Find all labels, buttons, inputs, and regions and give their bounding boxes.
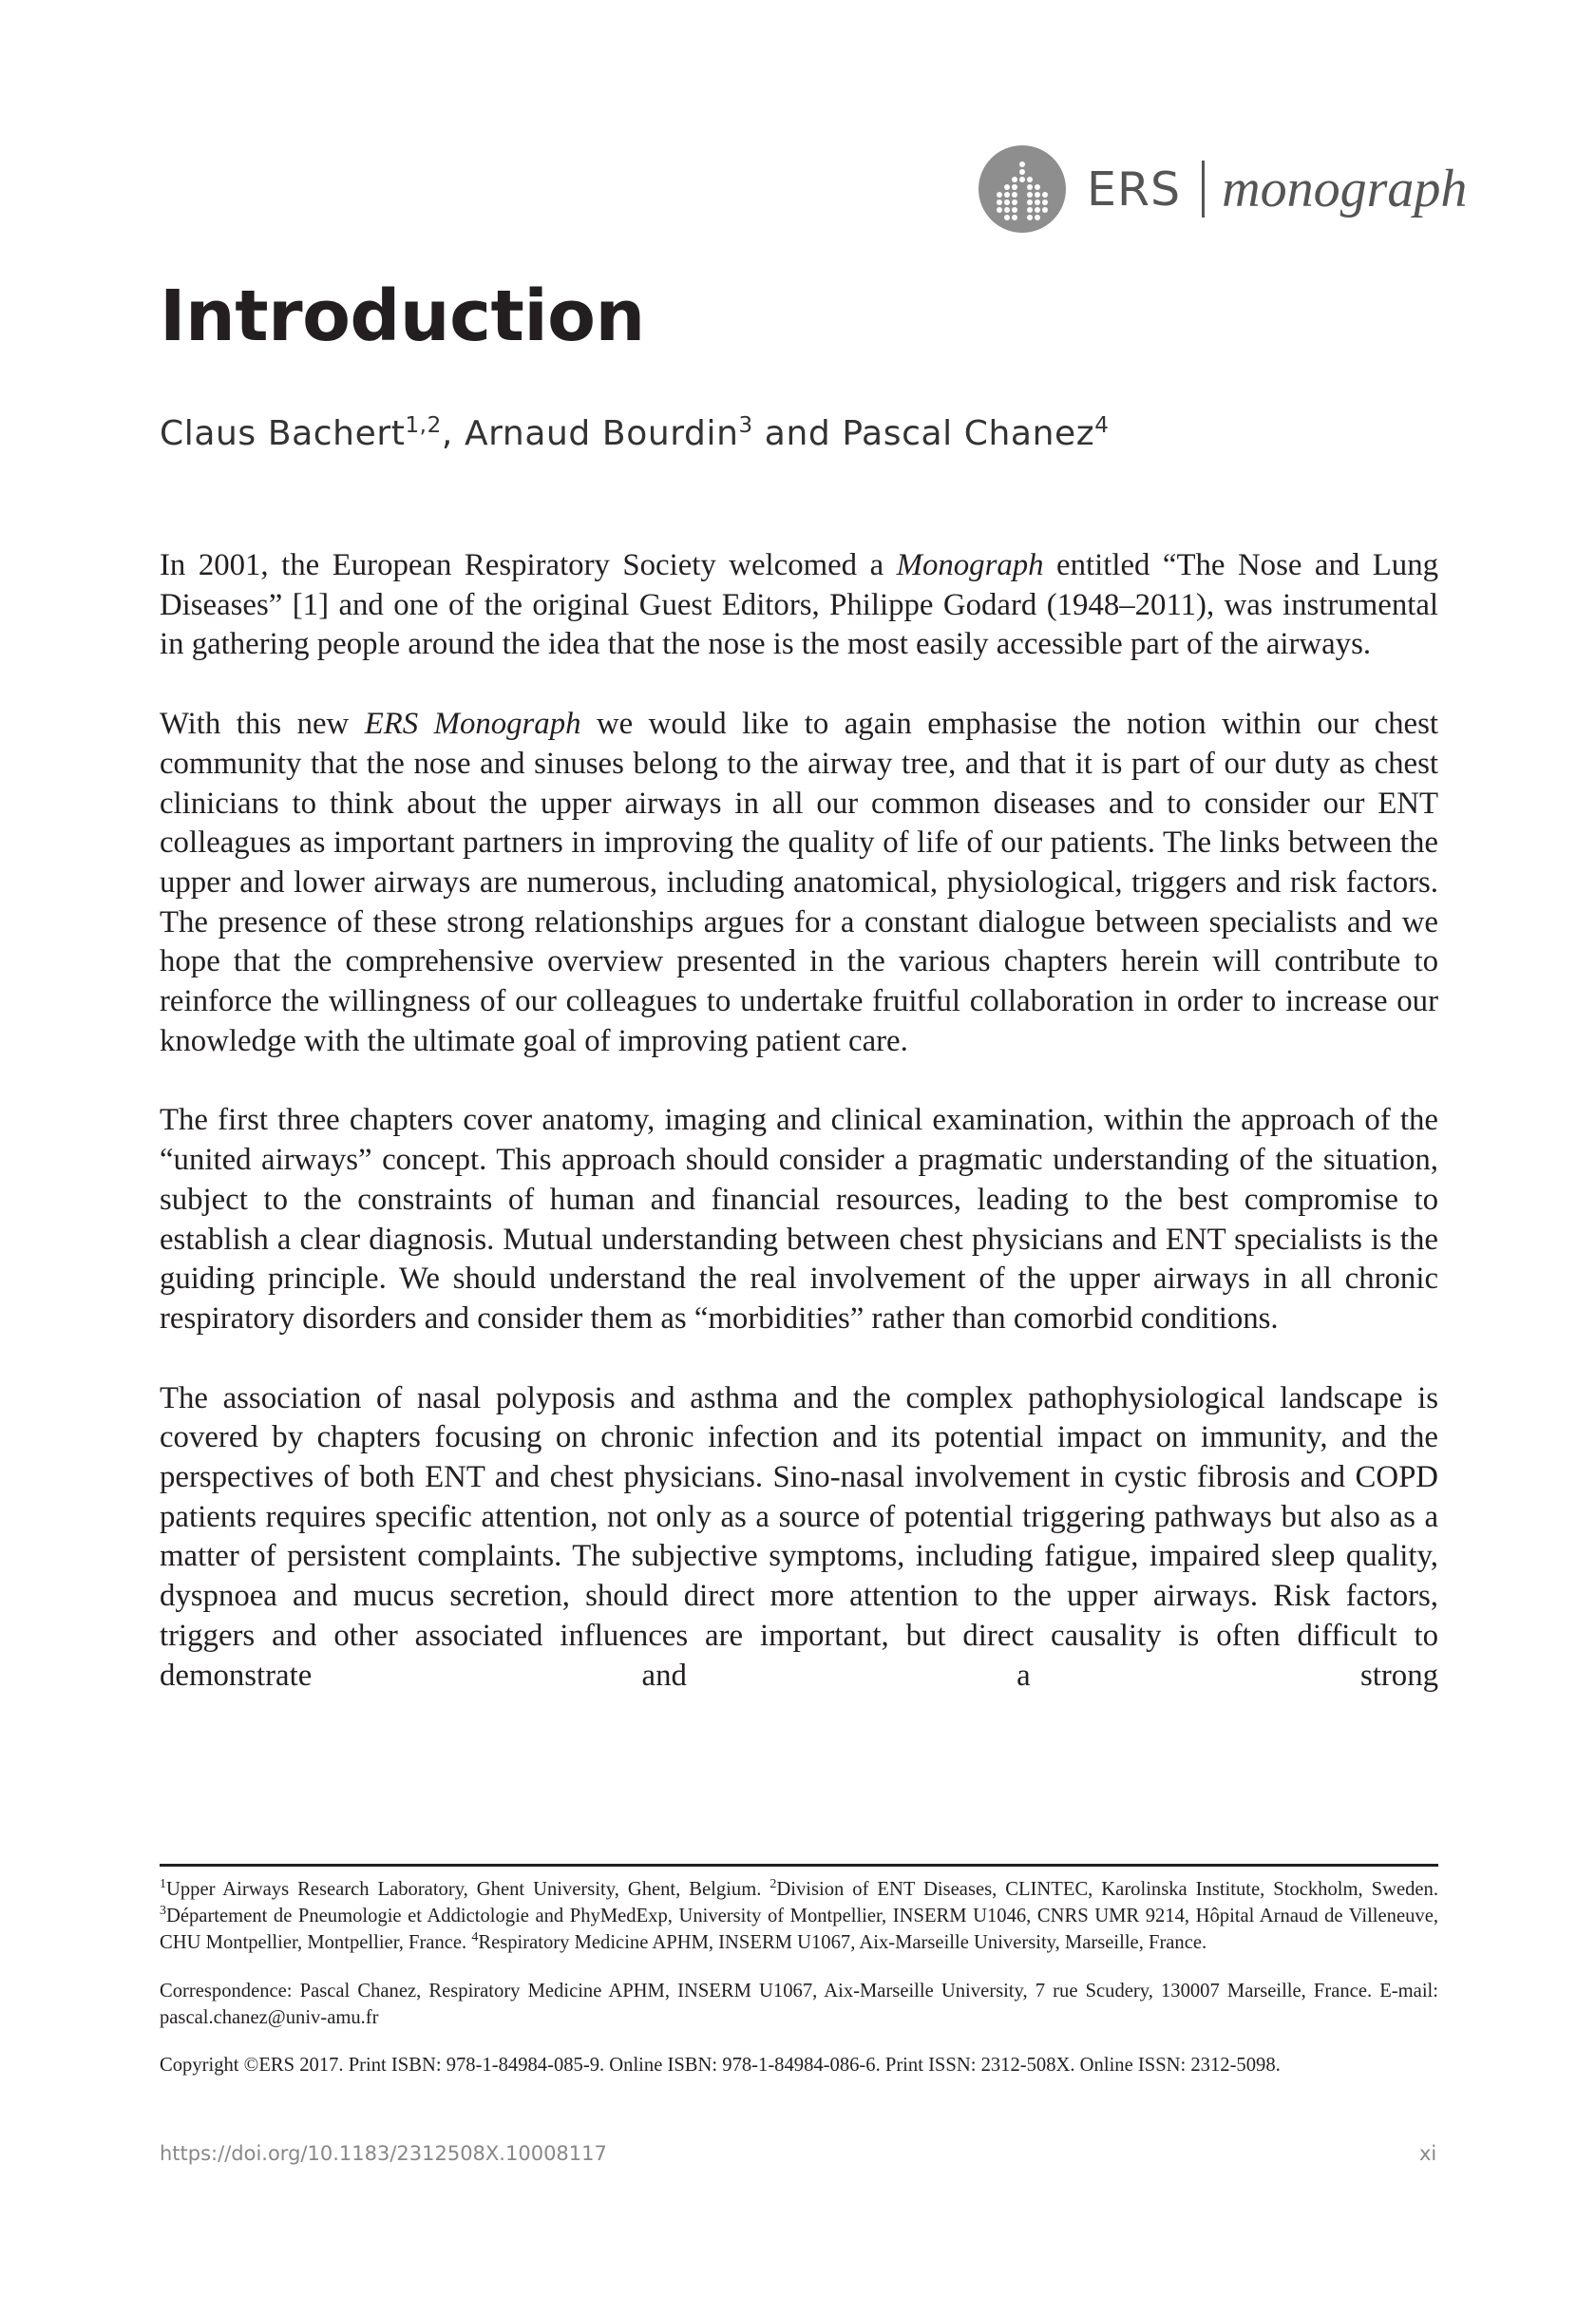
author-affiliation-mark: 3 bbox=[738, 413, 753, 438]
footnote-divider bbox=[160, 1864, 1438, 1867]
text-run: we would like to again emphasise the notion within our chest community that the nose and sinuses belong to the airway tree, and that it is part of our duty as chest clinicians to think about the upper airways in all our common diseases and to consider our ENT colleagues as important partners in improving the quality of life of our patients. The links between the upper and lower airways are numerous, including anatomical, physiological, triggers and risk factors. The presence of these strong relationships argues for a constant dialogue between specialists and we hope that the comprehensive overview presented in the various chapters herein will contribute to reinforce the willingness of our colleagues to undertake fruitful collaboration in order to increase our knowledge with the ultimate goal of improving patient care. bbox=[160, 707, 1438, 1058]
author-list bbox=[160, 414, 1109, 453]
ers-monograph-logo bbox=[978, 145, 1467, 233]
logo-divider bbox=[1202, 161, 1205, 218]
footnote-mark: 2 bbox=[770, 1877, 777, 1891]
author-name: Claus Bachert bbox=[160, 414, 406, 453]
affiliation-text: Division of ENT Diseases, CLINTEC, Karolinska Institute, Stockholm, Sweden. bbox=[776, 1879, 1438, 1900]
author-affiliation-mark: 1,2 bbox=[405, 413, 442, 438]
text-run: In 2001, the European Respiratory Society welcomed a bbox=[160, 548, 897, 582]
body-paragraph: The first three chapters cover anatomy, imaging and clinical examination, within the approach of the “united airways” concept. This approach should consider a pragmatic understanding of the situation, subject to the constraints of human and financial resources, leading to the best compromise to establish a clear diagnosis. Mutual understanding between chest physicians and ENT specialists is the guiding principle. We should understand the real involvement of the upper airways in all chronic respiratory disorders and consider them as “morbidities” rather than comorbid conditions. bbox=[160, 1103, 1438, 1336]
author-separator: , bbox=[441, 414, 465, 453]
page-number: xi bbox=[1419, 2142, 1437, 2165]
page-title: Introduction bbox=[160, 275, 645, 357]
text-run: entitled “The Nose and Lung Diseases” [1] and one of the original Guest Editors, Philippe Godard (1948–2011), was instrumental in gathering people around the idea that the nose is the most easily accessible part of the airways. bbox=[160, 548, 1438, 662]
body-paragraph: The association of nasal polyposis and asthma and the complex pathophysiological landscape is covered by chapters focusing on chronic infection and its potential impact on immunity, and the perspectives of both ENT and chest physicians. Sino-nasal involvement in cystic fibrosis and COPD patients requires specific attention, not only as a source of potential triggering pathways but also as a matter of persistent complaints. The subjective symptoms, including fatigue, impaired sleep quality, dyspnoea and mucus secretion, should direct more attention to the upper airways. Risk factors, triggers and other associated influences are important, but direct causality is often difficult to demonstrate and a strong bbox=[160, 1380, 1438, 1693]
footnote-mark: 3 bbox=[160, 1904, 166, 1918]
author-affiliation-mark: 4 bbox=[1094, 413, 1110, 438]
author-name: Pascal Chanez bbox=[842, 414, 1095, 453]
affiliations-footnote bbox=[160, 1876, 1438, 1956]
body-paragraph bbox=[160, 546, 1438, 665]
logo-ers-text: ERS bbox=[1087, 161, 1182, 217]
affiliation-text: Respiratory Medicine APHM, INSERM U1067, Aix-Marseille University, Marseille, France. bbox=[478, 1932, 1207, 1953]
logo-monograph-text: monograph bbox=[1222, 160, 1468, 218]
author-name: Arnaud Bourdin bbox=[464, 414, 739, 453]
italic-text: Monograph bbox=[896, 548, 1044, 582]
footnote-mark: 1 bbox=[160, 1877, 166, 1891]
footnote-mark: 4 bbox=[471, 1930, 479, 1945]
italic-text: ERS Monograph bbox=[364, 707, 581, 742]
correspondence-footnote: Correspondence: Pascal Chanez, Respiratory Medicine APHM, INSERM U1067, Aix-Marseille University, 7 rue Scudery, 130007 Marseille, France. E-mail: pascal.chanez@univ-amu.fr bbox=[160, 1981, 1438, 2028]
author-separator: and bbox=[752, 414, 843, 453]
body-paragraph bbox=[160, 705, 1438, 1061]
text-run: With this new bbox=[160, 707, 365, 742]
affiliation-text: Upper Airways Research Laboratory, Ghent University, Ghent, Belgium. bbox=[166, 1879, 770, 1900]
copyright-footnote: Copyright ©ERS 2017. Print ISBN: 978-1-84984-085-9. Online ISBN: 978-1-84984-086-6. Print ISSN: 2312-508X. Online ISSN: 2312-5098. bbox=[160, 2055, 1281, 2076]
affiliation-text: Département de Pneumologie et Addictologie and PhyMedExp, University of Montpellier, INSERM U1046, CNRS UMR 9214, Hôpital Arnaud de Villeneuve, CHU Montpellier, Montpellier, France. bbox=[160, 1906, 1438, 1953]
doi-link[interactable]: https://doi.org/10.1183/2312508X.10008117 bbox=[160, 2142, 607, 2165]
ers-lungs-icon bbox=[978, 145, 1066, 233]
article-body bbox=[160, 546, 1438, 1736]
